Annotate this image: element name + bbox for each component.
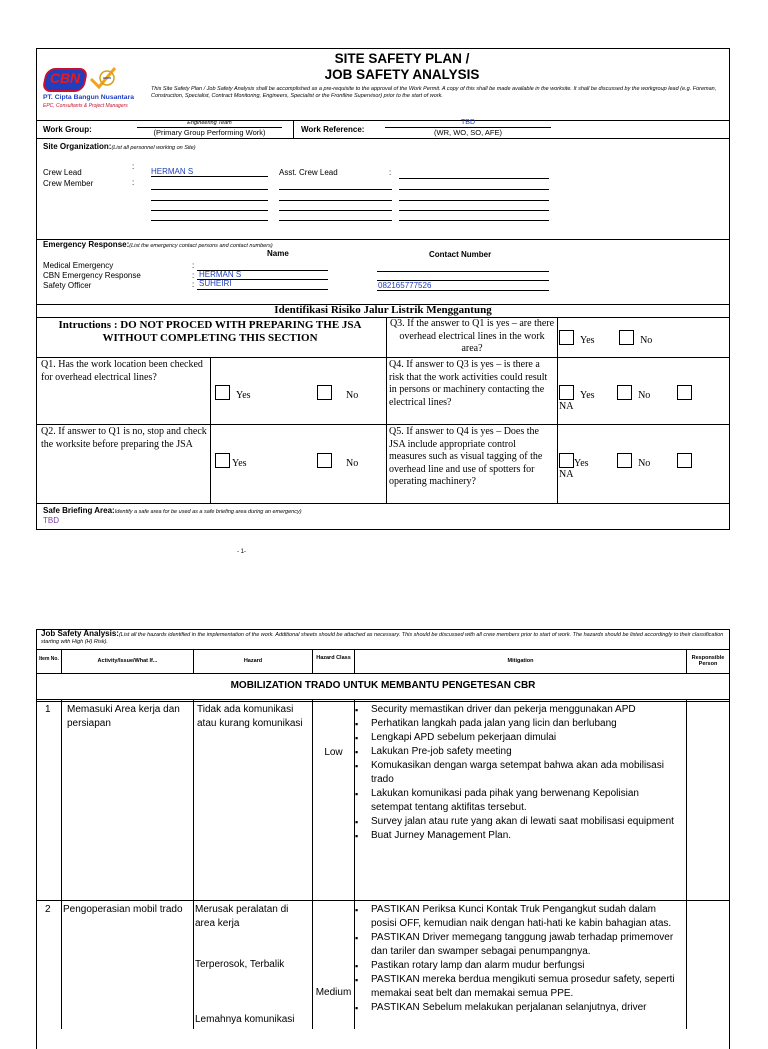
safety-contact-line	[377, 290, 549, 291]
site-organization-hint: (List all personnel working on Site)	[111, 145, 196, 151]
emergency-row-cbn	[43, 271, 141, 280]
item-number: 1	[45, 704, 51, 715]
hazard-text: Lemahnya komunikasi	[195, 1014, 295, 1025]
q5-options	[559, 453, 727, 480]
q2-yes	[215, 453, 247, 469]
q2-text: Q2. If answer to Q1 is no, stop and check the worksite before preparing the JSA	[41, 426, 207, 450]
divider	[386, 317, 387, 503]
mitigation-item: ▪ PASTIKAN mereka berdua mengikuti semua prosedur safety, seperti memakai seat belt dan memakai semua PPE.	[355, 973, 681, 1001]
emergency-row-safety	[43, 281, 91, 290]
colon: :	[192, 280, 195, 289]
hazard-text: Tidak ada komunikasi atau kurang komunikasi	[197, 704, 303, 729]
crew-lead-value: HERMAN S	[151, 167, 194, 176]
crew-lead-line	[151, 176, 268, 177]
colon: :	[132, 178, 135, 187]
col-hazard: Hazard	[243, 658, 263, 664]
hazard-class: Medium	[315, 987, 352, 998]
q3-text: Q3. If the answer to Q1 is yes – are there overhead electrical lines in the work area?	[389, 318, 555, 354]
safe-briefing-label: Safe Briefing Area:	[43, 506, 115, 515]
safety-officer-name: SUHEIRI	[199, 279, 232, 288]
colon: :	[192, 271, 195, 280]
site-organization-label: Site Organization:	[43, 142, 112, 151]
page-title	[187, 51, 617, 83]
divider	[37, 649, 729, 650]
q4-na-label: NA	[559, 401, 574, 412]
q2-no-checkbox[interactable]	[317, 453, 332, 468]
mitigation-item: ▪ Perhatikan langkah pada jalan yang licin dan berlubang	[355, 717, 681, 731]
q1-no-label: No	[346, 390, 359, 401]
mitigation-item: ▪ Survey jalan atau rute yang akan di lewati saat mobilisasi equipment	[355, 815, 681, 829]
divider	[37, 424, 729, 425]
intro-text: This Site Safety Plan / Job Safety Analysis shall be accomplished as a pre-requisite to the approval of the Work Permit. A copy of this shall be made available in the worksite. It shall be discussed by the workgroup lead (e.g. Foreman, Construction, Specialist, Contract Monitoring, Engineers, Specialist or the Frontline Supervisor) prior to the start of work.	[151, 86, 717, 99]
q1-yes-label: Yes	[236, 390, 251, 401]
q2-yes-label: Yes	[232, 458, 247, 469]
asst-crew-lead-label: Asst. Crew Lead	[279, 168, 338, 177]
company-name: PT. Cipta Bangun Nusantara	[43, 94, 135, 101]
mitigation-item: ▪ PASTIKAN Sebelum melakukan perjalanan selanjutnya, driver	[355, 1001, 681, 1015]
crew-member-line-1	[151, 189, 268, 190]
emergency-heading	[43, 240, 273, 249]
divider	[312, 649, 313, 673]
colon: :	[132, 162, 135, 171]
q3-no-checkbox[interactable]	[619, 330, 634, 345]
emergency-contact-header: Contact Number	[429, 250, 492, 259]
q5-yes-checkbox[interactable]	[559, 453, 574, 468]
emergency-row-medical	[43, 261, 113, 270]
jsa-label: Job Safety Analysis:	[41, 629, 119, 638]
mitigation-item: ▪ Komukasikan dengan warga setempat bahwa akan ada mobilisasi trado	[355, 759, 681, 787]
asst-line-b-2	[399, 200, 549, 201]
divider	[37, 503, 729, 504]
divider	[37, 317, 729, 318]
crew-member-line-4	[151, 220, 268, 221]
divider	[37, 673, 729, 674]
q4-text: Q4. If answer to Q3 is yes – is there a risk that the work activities could result in persons or machinery contacting the electrical lines?	[389, 359, 548, 408]
site-organization-heading	[43, 142, 196, 151]
medical-contact-line	[377, 271, 549, 272]
safe-briefing-hint: Identify a safe area for be used as a safe briefing area during an emergency)	[114, 509, 302, 515]
q4-na-checkbox[interactable]	[677, 385, 692, 400]
colon: :	[192, 261, 195, 270]
instructions-text: Intructions : DO NOT PROCED WITH PREPARING THE JSA WITHOUT COMPLETING THIS SECTION	[58, 319, 362, 344]
page-one	[36, 48, 730, 530]
q2-no	[317, 453, 358, 469]
divider	[210, 357, 211, 503]
mitigation-item: ▪ Lakukan komunikasi pada pihak yang berwenang Kepolisian setempat tentang aktifitas tersebut.	[355, 787, 681, 815]
q1-text: Q1. Has the work location been checked for overhead electrical lines?	[41, 359, 203, 383]
work-reference-label: Work Reference:	[301, 125, 365, 134]
mitigation-list	[355, 703, 681, 843]
work-reference-value: TBD	[461, 119, 475, 126]
cbn-logo-text: CBN	[49, 70, 81, 86]
mitigation-item: ▪ Buat Jurney Management Plan.	[355, 829, 681, 843]
q4-no-checkbox[interactable]	[617, 385, 632, 400]
q2-yes-checkbox[interactable]	[215, 453, 230, 468]
crew-member-line-3	[151, 210, 268, 211]
q3-yes-label: Yes	[580, 335, 595, 346]
q5-no-checkbox[interactable]	[617, 453, 632, 468]
safety-officer-contact: 082165777526	[378, 281, 432, 290]
mitigation-item: ▪ Lakukan Pre-job safety meeting	[355, 745, 681, 759]
q5-yes-label: Yes	[574, 458, 589, 469]
asst-line-b-0	[399, 178, 549, 179]
mitigation-item: ▪ Security memastikan driver dan pekerja menggunakan APD	[355, 703, 681, 717]
col-mitigation: Mitigation	[507, 658, 534, 664]
safe-briefing-heading	[43, 506, 302, 515]
company-logo	[43, 65, 145, 115]
page-two	[36, 629, 730, 1049]
asst-line-b-4	[399, 220, 549, 221]
q4-yes-checkbox[interactable]	[559, 385, 574, 400]
asst-line-a-1	[279, 189, 392, 190]
q1-yes	[215, 385, 251, 401]
award-badge-icon	[87, 65, 119, 93]
q3-options	[559, 330, 652, 346]
q3-yes-checkbox[interactable]	[559, 330, 574, 345]
title-line-1: SITE SAFETY PLAN /	[334, 51, 470, 66]
page-number: - 1-	[237, 549, 246, 555]
table-row	[37, 901, 729, 1031]
company-tagline: EPC, Consultants & Project Managers	[43, 103, 128, 109]
asst-line-a-3	[279, 210, 392, 211]
emergency-name-header: Name	[267, 249, 289, 258]
work-group-value: Engineering Team	[187, 120, 232, 126]
work-group-hint: (Primary Group Performing Work)	[153, 128, 266, 137]
q5-na-checkbox[interactable]	[677, 453, 692, 468]
q1-yes-checkbox[interactable]	[215, 385, 230, 400]
col-hazard-class: Hazard Class	[316, 655, 351, 661]
jsa-intro	[41, 630, 727, 646]
q2-no-label: No	[346, 458, 359, 469]
safe-briefing-value: TBD	[43, 516, 59, 525]
col-responsible-person: Responsible Person	[691, 655, 725, 667]
hazard-text: Terperosok, Terbalik	[195, 959, 285, 970]
q1-no	[317, 385, 358, 401]
q5-na-label: NA	[559, 469, 574, 480]
q4-options	[559, 385, 727, 412]
crew-lead-label: Crew Lead	[43, 168, 82, 177]
mitigation-item: ▪ Pastikan rotary lamp dan alarm mudur berfungsi	[355, 959, 681, 973]
work-group-label: Work Group:	[43, 125, 92, 134]
title-line-2: JOB SAFETY ANALYSIS	[324, 67, 480, 82]
q5-text: Q5. If answer to Q4 is yes – Does the JSA include appropriate control measures such as visual tagging of the overhead line and use of spotters for operating machinery?	[389, 426, 543, 487]
mitigation-item: ▪ PASTIKAN Periksa Kunci Kontak Truk Pengangkut sudah dalam posisi OFF, kemudian naik dengan hati-hati ke kabin bahagian atas.	[355, 903, 681, 931]
table-row	[37, 701, 729, 900]
emergency-hint: (List the emergency contact persons and contact numbers)	[129, 243, 273, 249]
divider	[293, 120, 294, 138]
q4-yes-label: Yes	[580, 390, 595, 401]
q3-no-label: No	[640, 335, 653, 346]
divider	[37, 138, 729, 139]
risk-title: Identifikasi Risiko Jalur Listrik Menggantung	[274, 304, 492, 316]
asst-line-b-1	[399, 189, 549, 190]
activity-text: Pengoperasian mobil trado	[63, 904, 183, 915]
item-number: 2	[45, 904, 51, 915]
crew-member-line-2	[151, 200, 268, 201]
divider	[557, 317, 558, 503]
divider	[37, 699, 729, 700]
col-item-no: Item No.	[39, 656, 59, 662]
mitigation-item: ▪ PASTIKAN Driver memegang tanggung jawab terhadap primemover dan tariler dan swamper sebagai penumpangnya.	[355, 931, 681, 959]
q1-no-checkbox[interactable]	[317, 385, 332, 400]
safety-name-line	[197, 289, 328, 290]
jsa-hint: (List all the hazards identified in the implementation of the work. Additional sheets should be attached as necessary. This should be discussed with all crew members prior to start of work. The hazards should be listed accordingly to their classification starting with High (H) Risk).	[41, 632, 724, 645]
work-reference-hint: (WR, WO, SO, AFE)	[434, 128, 502, 137]
divider	[37, 357, 729, 358]
q5-no-label: No	[638, 458, 651, 469]
col-activity: Activity/Issue/What If...	[97, 658, 158, 664]
crew-member-label: Crew Member	[43, 179, 94, 188]
hazard-class: Low	[324, 747, 343, 758]
activity-text: Memasuki Area kerja dan persiapan	[67, 704, 180, 729]
colon: :	[389, 168, 392, 177]
emergency-row-label: CBN Emergency Response	[43, 271, 141, 280]
emergency-row-label: Medical Emergency	[43, 261, 114, 270]
emergency-row-label: Safety Officer	[43, 281, 92, 290]
mitigation-list	[355, 903, 681, 1015]
asst-line-a-4	[279, 220, 392, 221]
asst-line-b-3	[399, 210, 549, 211]
hazard-text: Merusak peralatan di area kerja	[195, 904, 289, 929]
section-title: MOBILIZATION TRADO UNTUK MEMBANTU PENGETESAN CBR	[230, 680, 536, 691]
asst-line-a-2	[279, 200, 392, 201]
mitigation-item: ▪ Lengkapi APD sebelum pekerjaan dimulai	[355, 731, 681, 745]
q4-no-label: No	[638, 390, 651, 401]
emergency-label: Emergency Response:	[43, 240, 130, 249]
cbn-emergency-name: HERMAN S	[199, 270, 242, 279]
